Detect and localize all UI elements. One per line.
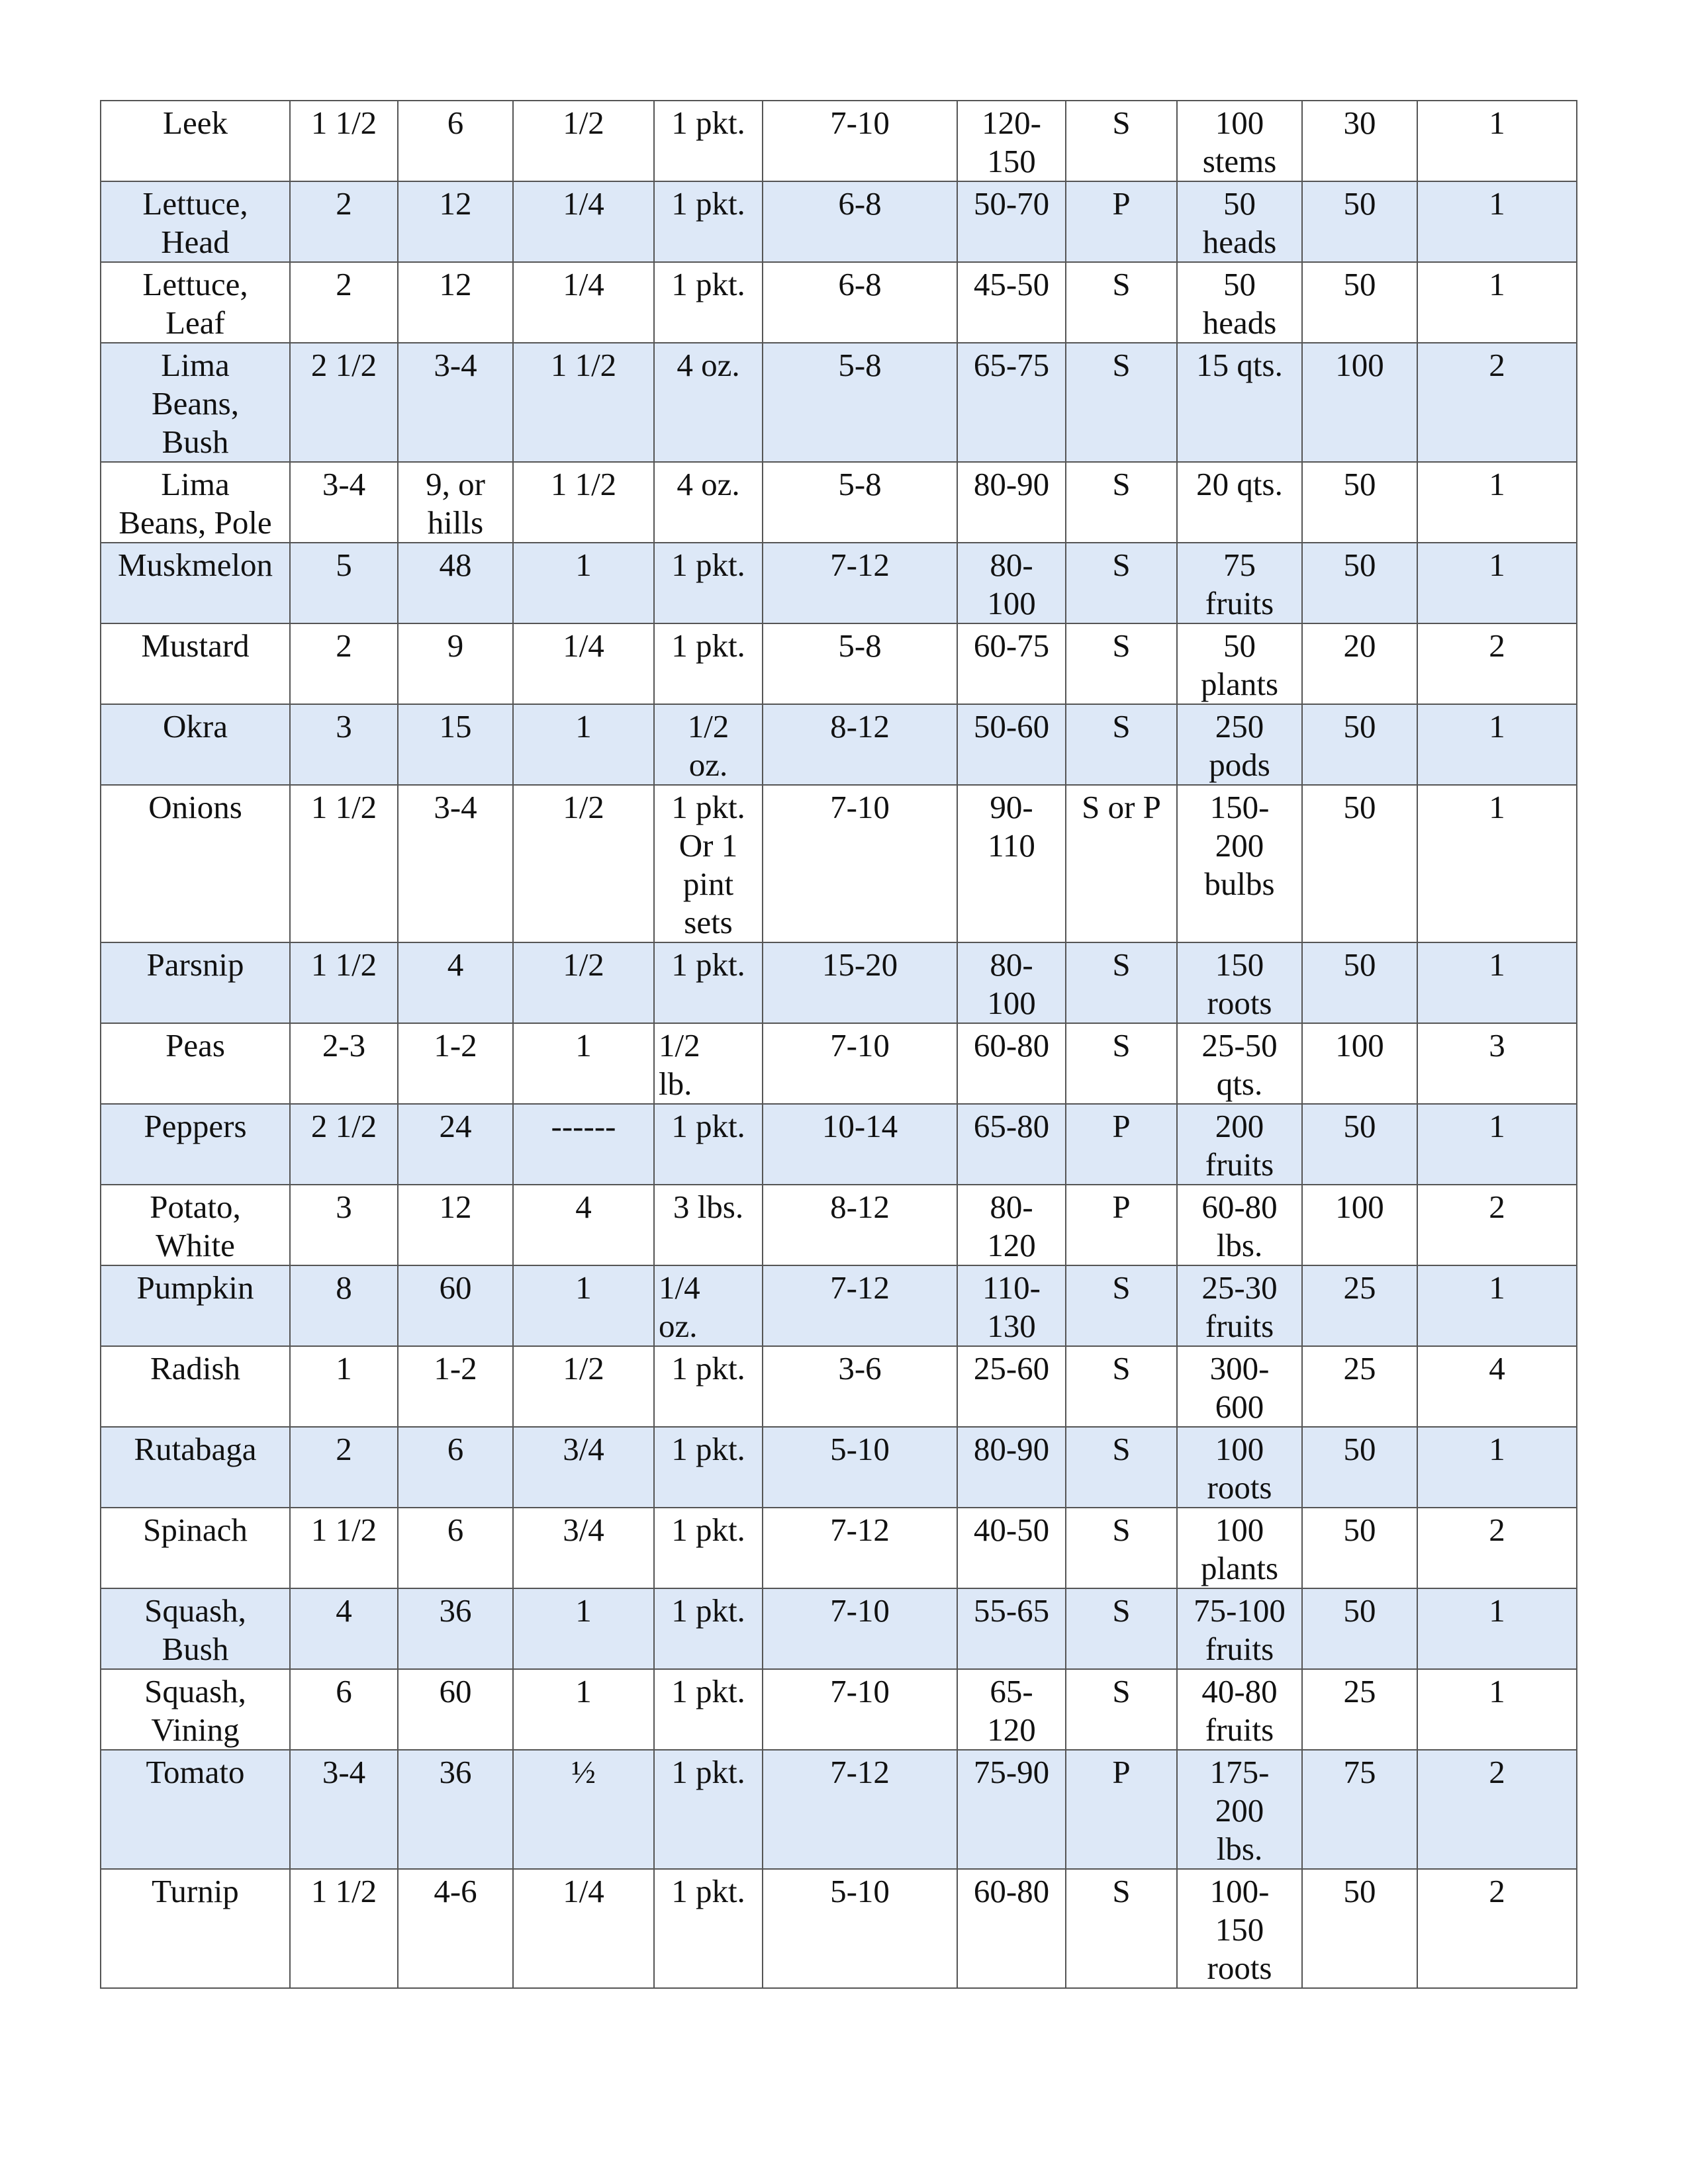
col-2-cell: 6 [398, 1427, 513, 1508]
col-1-cell: 1 1/2 [290, 785, 398, 942]
col-7-cell: S [1066, 101, 1177, 181]
table-row [101, 462, 1577, 543]
col-1-cell: 8 [290, 1265, 398, 1346]
col-3-cell: 1 [513, 1023, 654, 1104]
col-3-cell: 1/2 [513, 1346, 654, 1427]
col-2-cell: 6 [398, 1508, 513, 1588]
col-10-cell: 1 [1417, 543, 1577, 623]
col-9-cell: 100 [1302, 343, 1417, 462]
col-7-cell: S [1066, 1588, 1177, 1669]
col-2-cell: 1-2 [398, 1346, 513, 1427]
col-8-cell: 15 qts. [1177, 343, 1302, 462]
col-1-cell: 2-3 [290, 1023, 398, 1104]
col-7-cell: S [1066, 623, 1177, 704]
col-6-cell: 80-90 [957, 462, 1066, 543]
col-5-cell: 8-12 [763, 1185, 957, 1265]
table-row [101, 1023, 1577, 1104]
col-4-cell: 1 pkt. [654, 543, 763, 623]
col-3-cell: 1/4 [513, 181, 654, 262]
col-4-cell: 1 pkt. [654, 942, 763, 1023]
table-row [101, 101, 1577, 181]
col-5-cell: 5-8 [763, 623, 957, 704]
col-8-cell: 150 roots [1177, 942, 1302, 1023]
col-1-cell: 3-4 [290, 462, 398, 543]
col-2-cell: 12 [398, 262, 513, 343]
crop-name-cell: Mustard [101, 623, 290, 704]
col-2-cell: 3-4 [398, 343, 513, 462]
col-1-cell: 4 [290, 1588, 398, 1669]
col-8-cell: 60-80 lbs. [1177, 1185, 1302, 1265]
col-6-cell: 75-90 [957, 1750, 1066, 1869]
col-7-cell: P [1066, 1104, 1177, 1185]
col-2-cell: 60 [398, 1265, 513, 1346]
table-row [101, 785, 1577, 942]
col-4-cell: 1 pkt. [654, 1346, 763, 1427]
col-5-cell: 3-6 [763, 1346, 957, 1427]
col-5-cell: 7-10 [763, 1588, 957, 1669]
crop-name-cell: Okra [101, 704, 290, 785]
col-2-cell: 4-6 [398, 1869, 513, 1988]
col-8-cell: 100 stems [1177, 101, 1302, 181]
col-5-cell: 6-8 [763, 262, 957, 343]
col-6-cell: 120- 150 [957, 101, 1066, 181]
col-10-cell: 1 [1417, 181, 1577, 262]
col-9-cell: 50 [1302, 543, 1417, 623]
col-10-cell: 2 [1417, 623, 1577, 704]
col-2-cell: 24 [398, 1104, 513, 1185]
table-row [101, 942, 1577, 1023]
col-5-cell: 7-10 [763, 785, 957, 942]
col-10-cell: 1 [1417, 1265, 1577, 1346]
col-9-cell: 75 [1302, 1750, 1417, 1869]
col-3-cell: 1 [513, 1588, 654, 1669]
col-9-cell: 50 [1302, 942, 1417, 1023]
col-5-cell: 7-10 [763, 101, 957, 181]
col-4-cell: 4 oz. [654, 343, 763, 462]
col-8-cell: 75 fruits [1177, 543, 1302, 623]
table-row [101, 1265, 1577, 1346]
col-6-cell: 65-75 [957, 343, 1066, 462]
col-1-cell: 1 1/2 [290, 942, 398, 1023]
col-10-cell: 1 [1417, 1104, 1577, 1185]
crop-name-cell: Spinach [101, 1508, 290, 1588]
col-3-cell: 3/4 [513, 1508, 654, 1588]
col-8-cell: 50 heads [1177, 181, 1302, 262]
col-7-cell: S [1066, 543, 1177, 623]
col-3-cell: 1 [513, 1265, 654, 1346]
col-2-cell: 1-2 [398, 1023, 513, 1104]
col-1-cell: 5 [290, 543, 398, 623]
col-5-cell: 7-10 [763, 1023, 957, 1104]
col-7-cell: S [1066, 1427, 1177, 1508]
col-6-cell: 40-50 [957, 1508, 1066, 1588]
col-9-cell: 50 [1302, 704, 1417, 785]
col-1-cell: 2 [290, 181, 398, 262]
table-row [101, 1869, 1577, 1988]
col-6-cell: 55-65 [957, 1588, 1066, 1669]
col-8-cell: 100 roots [1177, 1427, 1302, 1508]
col-10-cell: 1 [1417, 942, 1577, 1023]
col-8-cell: 50 plants [1177, 623, 1302, 704]
crop-name-cell: Radish [101, 1346, 290, 1427]
col-7-cell: S [1066, 462, 1177, 543]
col-1-cell: 2 1/2 [290, 343, 398, 462]
crop-name-cell: Peppers [101, 1104, 290, 1185]
col-9-cell: 20 [1302, 623, 1417, 704]
col-6-cell: 45-50 [957, 262, 1066, 343]
col-2-cell: 60 [398, 1669, 513, 1750]
col-4-cell: 4 oz. [654, 462, 763, 543]
col-7-cell: S [1066, 1508, 1177, 1588]
col-6-cell: 90- 110 [957, 785, 1066, 942]
table-body [101, 101, 1577, 1988]
crop-name-cell: Lettuce, Leaf [101, 262, 290, 343]
table-row [101, 704, 1577, 785]
col-6-cell: 65-80 [957, 1104, 1066, 1185]
table-row [101, 1508, 1577, 1588]
col-3-cell: 1 [513, 543, 654, 623]
col-3-cell: ------ [513, 1104, 654, 1185]
col-9-cell: 100 [1302, 1185, 1417, 1265]
col-8-cell: 75-100 fruits [1177, 1588, 1302, 1669]
col-6-cell: 80-90 [957, 1427, 1066, 1508]
col-2-cell: 6 [398, 101, 513, 181]
col-9-cell: 30 [1302, 101, 1417, 181]
table-row [101, 1588, 1577, 1669]
col-2-cell: 12 [398, 1185, 513, 1265]
col-7-cell: S [1066, 942, 1177, 1023]
col-9-cell: 50 [1302, 1588, 1417, 1669]
col-6-cell: 80- 120 [957, 1185, 1066, 1265]
col-9-cell: 50 [1302, 1427, 1417, 1508]
col-5-cell: 8-12 [763, 704, 957, 785]
col-6-cell: 60-75 [957, 623, 1066, 704]
col-2-cell: 36 [398, 1750, 513, 1869]
col-5-cell: 5-10 [763, 1427, 957, 1508]
crop-name-cell: Peas [101, 1023, 290, 1104]
col-1-cell: 2 1/2 [290, 1104, 398, 1185]
col-5-cell: 7-12 [763, 1265, 957, 1346]
col-10-cell: 3 [1417, 1023, 1577, 1104]
col-10-cell: 2 [1417, 1750, 1577, 1869]
crop-name-cell: Pumpkin [101, 1265, 290, 1346]
col-3-cell: 1 [513, 704, 654, 785]
crop-name-cell: Onions [101, 785, 290, 942]
col-5-cell: 5-8 [763, 343, 957, 462]
col-3-cell: 1 1/2 [513, 462, 654, 543]
col-7-cell: S [1066, 1023, 1177, 1104]
col-10-cell: 1 [1417, 785, 1577, 942]
col-10-cell: 2 [1417, 1508, 1577, 1588]
col-9-cell: 50 [1302, 262, 1417, 343]
col-9-cell: 25 [1302, 1669, 1417, 1750]
col-10-cell: 4 [1417, 1346, 1577, 1427]
col-7-cell: S [1066, 262, 1177, 343]
col-9-cell: 100 [1302, 1023, 1417, 1104]
col-4-cell: 1 pkt. [654, 101, 763, 181]
col-3-cell: 1/4 [513, 262, 654, 343]
col-1-cell: 6 [290, 1669, 398, 1750]
table-row [101, 1346, 1577, 1427]
col-5-cell: 6-8 [763, 181, 957, 262]
col-6-cell: 25-60 [957, 1346, 1066, 1427]
col-4-cell: 1/2 oz. [654, 704, 763, 785]
col-6-cell: 60-80 [957, 1869, 1066, 1988]
col-1-cell: 2 [290, 623, 398, 704]
col-2-cell: 9, or hills [398, 462, 513, 543]
crop-name-cell: Leek [101, 101, 290, 181]
col-3-cell: 1 1/2 [513, 343, 654, 462]
crop-name-cell: Lettuce, Head [101, 181, 290, 262]
table-row [101, 623, 1577, 704]
col-7-cell: P [1066, 1750, 1177, 1869]
table-row [101, 181, 1577, 262]
col-4-cell: 1 pkt. [654, 262, 763, 343]
col-6-cell: 50-60 [957, 704, 1066, 785]
col-2-cell: 48 [398, 543, 513, 623]
col-2-cell: 15 [398, 704, 513, 785]
crop-name-cell: Turnip [101, 1869, 290, 1988]
col-5-cell: 10-14 [763, 1104, 957, 1185]
col-1-cell: 3 [290, 704, 398, 785]
col-10-cell: 1 [1417, 1669, 1577, 1750]
col-4-cell: 1 pkt. [654, 1750, 763, 1869]
col-7-cell: S [1066, 1869, 1177, 1988]
col-5-cell: 7-10 [763, 1669, 957, 1750]
col-6-cell: 110- 130 [957, 1265, 1066, 1346]
col-5-cell: 15-20 [763, 942, 957, 1023]
col-8-cell: 175- 200 lbs. [1177, 1750, 1302, 1869]
crop-name-cell: Lima Beans, Pole [101, 462, 290, 543]
col-1-cell: 1 [290, 1346, 398, 1427]
col-9-cell: 50 [1302, 785, 1417, 942]
col-3-cell: 4 [513, 1185, 654, 1265]
col-3-cell: 1/2 [513, 101, 654, 181]
col-1-cell: 1 1/2 [290, 1508, 398, 1588]
col-7-cell: S [1066, 1346, 1177, 1427]
col-6-cell: 80- 100 [957, 543, 1066, 623]
col-10-cell: 1 [1417, 1588, 1577, 1669]
table-row [101, 543, 1577, 623]
crop-name-cell: Rutabaga [101, 1427, 290, 1508]
col-4-cell: 1/2 lb. [654, 1023, 763, 1104]
col-4-cell: 1 pkt. Or 1 pint sets [654, 785, 763, 942]
col-1-cell: 1 1/2 [290, 101, 398, 181]
col-5-cell: 5-8 [763, 462, 957, 543]
col-1-cell: 1 1/2 [290, 1869, 398, 1988]
col-8-cell: 25-30 fruits [1177, 1265, 1302, 1346]
col-7-cell: S [1066, 1265, 1177, 1346]
col-7-cell: S [1066, 704, 1177, 785]
col-9-cell: 50 [1302, 181, 1417, 262]
crop-name-cell: Squash, Vining [101, 1669, 290, 1750]
col-7-cell: S or P [1066, 785, 1177, 942]
col-8-cell: 200 fruits [1177, 1104, 1302, 1185]
table-row [101, 1427, 1577, 1508]
col-7-cell: P [1066, 1185, 1177, 1265]
col-8-cell: 100 plants [1177, 1508, 1302, 1588]
crop-name-cell: Muskmelon [101, 543, 290, 623]
col-3-cell: ½ [513, 1750, 654, 1869]
col-9-cell: 50 [1302, 462, 1417, 543]
col-2-cell: 4 [398, 942, 513, 1023]
col-1-cell: 3 [290, 1185, 398, 1265]
col-10-cell: 1 [1417, 262, 1577, 343]
col-8-cell: 100- 150 roots [1177, 1869, 1302, 1988]
col-6-cell: 60-80 [957, 1023, 1066, 1104]
col-4-cell: 1 pkt. [654, 623, 763, 704]
col-7-cell: S [1066, 1669, 1177, 1750]
col-4-cell: 3 lbs. [654, 1185, 763, 1265]
crop-name-cell: Tomato [101, 1750, 290, 1869]
col-8-cell: 50 heads [1177, 262, 1302, 343]
col-3-cell: 1/4 [513, 623, 654, 704]
table-row [101, 343, 1577, 462]
col-10-cell: 2 [1417, 343, 1577, 462]
col-4-cell: 1 pkt. [654, 1869, 763, 1988]
crop-name-cell: Potato, White [101, 1185, 290, 1265]
col-9-cell: 50 [1302, 1104, 1417, 1185]
col-9-cell: 50 [1302, 1508, 1417, 1588]
crop-name-cell: Lima Beans, Bush [101, 343, 290, 462]
table-row [101, 1750, 1577, 1869]
col-7-cell: P [1066, 181, 1177, 262]
col-5-cell: 7-12 [763, 1750, 957, 1869]
col-10-cell: 1 [1417, 704, 1577, 785]
col-4-cell: 1/4 oz. [654, 1265, 763, 1346]
crop-name-cell: Parsnip [101, 942, 290, 1023]
col-8-cell: 300- 600 [1177, 1346, 1302, 1427]
table-row [101, 1104, 1577, 1185]
col-3-cell: 1 [513, 1669, 654, 1750]
col-4-cell: 1 pkt. [654, 1508, 763, 1588]
col-4-cell: 1 pkt. [654, 181, 763, 262]
table-row [101, 1669, 1577, 1750]
col-1-cell: 2 [290, 262, 398, 343]
table-row [101, 1185, 1577, 1265]
col-4-cell: 1 pkt. [654, 1669, 763, 1750]
col-5-cell: 7-12 [763, 543, 957, 623]
col-4-cell: 1 pkt. [654, 1104, 763, 1185]
col-3-cell: 1/4 [513, 1869, 654, 1988]
col-1-cell: 2 [290, 1427, 398, 1508]
col-3-cell: 1/2 [513, 942, 654, 1023]
col-9-cell: 25 [1302, 1265, 1417, 1346]
planting-table [100, 100, 1577, 1989]
col-4-cell: 1 pkt. [654, 1588, 763, 1669]
col-8-cell: 150- 200 bulbs [1177, 785, 1302, 942]
col-10-cell: 2 [1417, 1185, 1577, 1265]
col-7-cell: S [1066, 343, 1177, 462]
col-8-cell: 25-50 qts. [1177, 1023, 1302, 1104]
col-5-cell: 7-12 [763, 1508, 957, 1588]
table-row [101, 262, 1577, 343]
col-9-cell: 25 [1302, 1346, 1417, 1427]
col-10-cell: 2 [1417, 1869, 1577, 1988]
col-8-cell: 40-80 fruits [1177, 1669, 1302, 1750]
col-1-cell: 3-4 [290, 1750, 398, 1869]
col-10-cell: 1 [1417, 462, 1577, 543]
col-2-cell: 36 [398, 1588, 513, 1669]
col-6-cell: 50-70 [957, 181, 1066, 262]
col-8-cell: 20 qts. [1177, 462, 1302, 543]
col-9-cell: 50 [1302, 1869, 1417, 1988]
col-3-cell: 3/4 [513, 1427, 654, 1508]
col-4-cell: 1 pkt. [654, 1427, 763, 1508]
col-2-cell: 3-4 [398, 785, 513, 942]
col-10-cell: 1 [1417, 101, 1577, 181]
col-2-cell: 12 [398, 181, 513, 262]
col-5-cell: 5-10 [763, 1869, 957, 1988]
col-10-cell: 1 [1417, 1427, 1577, 1508]
col-6-cell: 80- 100 [957, 942, 1066, 1023]
crop-name-cell: Squash, Bush [101, 1588, 290, 1669]
col-6-cell: 65- 120 [957, 1669, 1066, 1750]
col-3-cell: 1/2 [513, 785, 654, 942]
col-8-cell: 250 pods [1177, 704, 1302, 785]
col-2-cell: 9 [398, 623, 513, 704]
